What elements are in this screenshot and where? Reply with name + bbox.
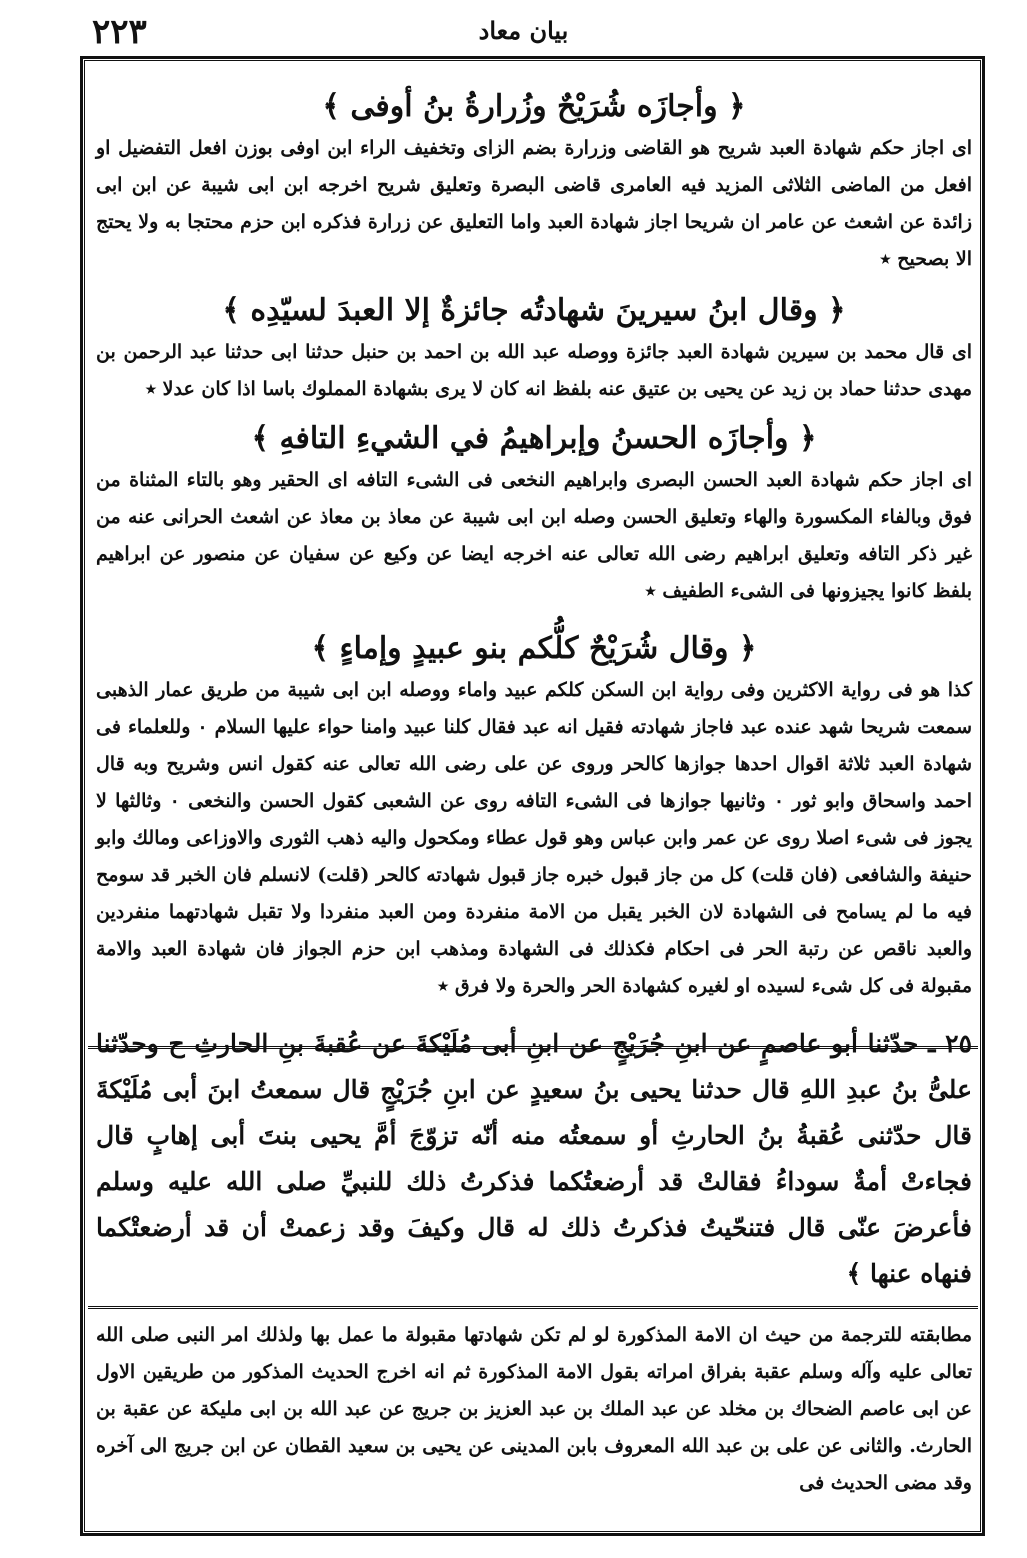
section-commentary: كذا هو فى رواية الاكثرين وفى رواية ابن السكن كلكم عبيد واماء ووصله ابن ابى شيبة من طريق عمار الذهبى سمعت شريحا شهد عنده عبد فاجاز شهادته فقيل انه عبد فقال كلنا عبيد وامنا حواء عليها السلام ٠ وللعلماء فى شهادة العبد ثلاثة اقوال احدها جوازها كالحر وروى عن على رضى الله تعالى عنه كقول انس وشريح وبه قال احمد واسحاق وابو ثور ٠ وثانيها جوازها فى الشىء التافه روى عن الشعبى كقول الحسن والنخعى ٠ وثالثها لا يجوز فى شىء اصلا روى عن عمر وابن عباس وهو قول عطاء ومكحول واليه ذهب الثورى والاوزاعى ومالك وابو حنيفة والشافعى (فان قلت) كل من جاز قبول خبره جاز قبول شهادته كالحر (قلت) لانسلم فان الخبر قد سومح فيه ما لم يسامح فى الشهادة لان الخبر يقبل من الامة منفردة ومن العبد منفردا ولا تقبل شهادتهما منفردين والعبد ناقص عن رتبة الحر فى احكام فكذلك فى الشهادة ومذهب ابن حزم الجواز فان شهادة العبد والامة مقبولة فى كل شىء لسيده او لغيره كشهادة الحر والحرة ولا فرق ٭ <box>96 679 972 997</box>
section-heading: ﴿ وقال ابنُ سيرينَ شهادتُه جائزةٌ إلا العبدَ لسيّدِه ﴾ <box>222 293 846 328</box>
section-heading: ﴿ وقال شُرَيْحٌ كلُّكم بنو عبيدٍ وإماءٍ ﴾ <box>311 631 757 666</box>
section-commentary: اى قال محمد بن سيرين شهادة العبد جائزة ووصله عبد الله بن احمد بن حنبل حدثنا ابى حدثنا عبد الرحمن بن مهدى حدثنا حماد بن زيد عن يحيى بن عتيق عنه بلفظ انه كان لا يرى بشهادة المملوك باسا اذا كان عدلا ٭ <box>96 341 972 400</box>
running-title: بیان معاد <box>478 16 569 45</box>
page-header <box>80 6 967 58</box>
section-divider <box>88 1306 978 1309</box>
section-divider <box>88 1046 978 1049</box>
section-commentary: اى اجاز حكم شهادة العبد شريح هو القاضى وزرارة بضم الزاى وتخفيف الراء ابن اوفى بوزن افعل التفضيل او افعل من الماضى الثلاثى المزيد فيه العامرى قاضى البصرة وتعليق شريح اخرجه ابن ابى شيبة عن ابن ابى زائدة عن اشعث عن عامر ان شريحا اجاز شهادة العبد واما التعليق عن زرارة فذكره ابن حزم محتجا به ولا يحتج الا بصحيح ٭ <box>96 137 972 270</box>
hadith-block <box>96 1021 972 1297</box>
section-commentary: اى اجاز حكم شهادة العبد الحسن البصرى وابراهيم النخعى فى الشىء التافه اى الحقير وهو بالتاء المثناة من فوق وبالفاء المكسورة والهاء وتعليق الحسن وصله ابن ابى شيبة عن معاذ بن معاذ عن اشعث الحرانى عنه من غير ذكر التافه وتعليق ابراهيم رضى الله تعالى عنه اخرجه ايضا عن وكيع عن سفيان عن منصور عن ابراهيم بلفظ كانوا يجيزونها فى الشىء الطفيف ٭ <box>96 469 972 602</box>
page-number: ٢٢٣ <box>92 12 147 52</box>
page-content <box>96 74 972 1502</box>
section-heading: ﴿ وأجازَه الحسنُ وإبراهيمُ في الشيءِ التافهِ ﴾ <box>251 421 817 456</box>
hadith-text: ٢٥ ـ حدّثنا أبو عاصمٍ عن ابنِ جُرَيْجٍ عن ابنِ أبى مُلَيْكةَ عن عُقبةَ بنِ الحارثِ ح وحدّثنا علىُّ بنُ عبدِ اللهِ قال حدثنا يحيى بنُ سعيدٍ عن ابنِ جُرَيْجٍ قال سمعتُ ابنَ أبى مُلَيْكةَ قال حدّثنى عُقبةُ بنُ الحارثِ أو سمعتُه منه أنّه تزوّجَ أمَّ يحيى بنتَ أبى إهابٍ قال فجاءتْ أمةٌ سوداءُ فقالتْ قد أرضعتُكما فذكرتُ ذلك للنبيِّ صلى الله عليه وسلم فأعرضَ عنّى قال فتنحّيتُ فذكرتُ ذلك له قال وكيفَ وقد زعمتْ أن قد أرضعتْكما فنهاه عنها ﴾ <box>96 1029 972 1288</box>
section-heading: ﴿ وأجازَه شُرَيْحٌ وزُرارةُ بنُ أوفى ﴾ <box>322 89 746 124</box>
final-commentary: مطابقته للترجمة من حيث ان الامة المذكورة لو لم تكن شهادتها مقبولة ما عمل بها ولذلك امر النبى صلى الله تعالى عليه وآله وسلم عقبة بفراق امراته بقول الامة المذكورة ثم انه اخرج الحديث المذكور من طريقين الاول عن ابى عاصم الضحاك بن مخلد عن عبد الملك بن عبد العزيز بن جريج عن عبد الله بن ابى مليكة عن عقبة بن الحارث. والثانى عن على بن عبد الله المعروف بابن المدينى عن يحيى بن سعيد القطان عن ابن جريج الى آخره وقد مضى الحديث فى <box>96 1324 972 1494</box>
